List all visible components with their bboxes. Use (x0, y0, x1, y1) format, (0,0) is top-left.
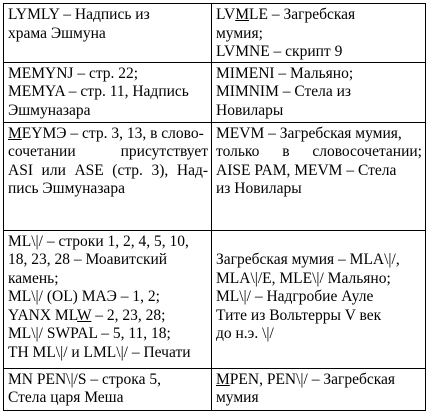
cell-text: LV (216, 6, 236, 23)
cell-text: MIMNIM – Стела из (216, 83, 352, 100)
cell-text: MN PEN\|/S – строка 5, (8, 370, 161, 388)
cell-line (216, 83, 422, 102)
cell-line (216, 270, 422, 289)
cell-text: ML\|/ – Надгробие Ауле (216, 288, 374, 305)
cell-text: MEMYNJ – стр. 22; (8, 64, 139, 82)
cell-right (212, 4, 426, 63)
cell-left (4, 62, 212, 122)
cell-text: PEN, PEN\|/ – Загребская (229, 370, 396, 388)
cell-line (216, 180, 422, 199)
cell-line (216, 288, 422, 307)
cell-line (8, 143, 208, 162)
cell-text: камень; (8, 269, 59, 287)
cell-text: Тите из Вольтерры V век (216, 306, 382, 324)
cell-text: мумия; (216, 24, 263, 42)
table-row (4, 62, 426, 122)
cell-line (216, 65, 422, 84)
cell-text: MEVM – Загребская мумия, (216, 124, 402, 142)
table-row (4, 122, 426, 230)
cell-line (8, 65, 208, 84)
cell-line (216, 325, 422, 344)
cell-text: EYMЭ – стр. 3, 13, в слово- (21, 124, 204, 142)
cell-text: пись Эшмуназара (8, 180, 125, 197)
cell-line (216, 371, 422, 390)
cell-text: Загребская мумия – MLA\|/, (216, 251, 400, 268)
cell-line (8, 307, 208, 326)
table-row (4, 368, 426, 410)
cell-line (216, 143, 422, 162)
cell-line (8, 288, 208, 307)
cell-text: LE – Загребская (249, 6, 356, 23)
cell-line (8, 389, 208, 408)
cell-left (4, 122, 212, 230)
cell-text: до н.э. \|/ (216, 325, 274, 342)
cell-text: LYMLY – Надпись из (8, 6, 150, 23)
cell-left (4, 368, 212, 410)
cell-text: ASI или ASE (стр. 3), Над- (8, 161, 208, 179)
cell-line (216, 307, 422, 326)
cell-line (8, 25, 208, 44)
cell-text: ML\|/ SWPAL – 5, 11, 18; (8, 325, 171, 342)
table-row (4, 4, 426, 63)
cell-text: MLA\|/E, MLE\|/ Мальяно; (216, 269, 391, 287)
cell-left (4, 230, 212, 368)
cell-text: храма Эшмуна (8, 24, 106, 42)
cell-left (4, 4, 212, 63)
cell-line (8, 344, 208, 363)
cell-line (8, 180, 208, 199)
cell-text: AISE PAM, MEVM – Стела (216, 161, 397, 179)
comparison-table (3, 3, 426, 411)
cell-line (8, 371, 208, 390)
underlined-letter: M (235, 6, 250, 23)
cell-text: MIMENI – Мальяно; (216, 64, 354, 82)
cell-text: – 2, 23, 28; (91, 306, 166, 324)
underlined-letter: W (77, 306, 92, 324)
cell-right (212, 230, 426, 368)
cell-line (216, 251, 422, 270)
cell-line (8, 6, 208, 25)
underlined-letter: M (216, 370, 230, 388)
cell-text: Стела царя Меша (8, 389, 124, 406)
cell-text: сочетании присутствует (8, 143, 208, 160)
cell-line (216, 162, 422, 181)
cell-line (8, 270, 208, 289)
cell-line (8, 233, 208, 252)
cell-text: TH ML\|/ и LML\|/ – Печати (8, 343, 191, 361)
cell-line (216, 233, 422, 252)
cell-line (8, 102, 208, 121)
cell-line (216, 6, 422, 25)
cell-text: мумия (216, 389, 259, 406)
cell-line (8, 251, 208, 270)
cell-line (8, 83, 208, 102)
cell-line (8, 325, 208, 344)
cell-line (216, 43, 422, 62)
cell-text: 18, 23, 28 – Моавитский (8, 251, 168, 268)
cell-line (216, 125, 422, 144)
cell-text: MEMYA – стр. 11, Надпись (8, 83, 189, 100)
cell-text: Эшмуназара (8, 101, 91, 119)
underlined-letter: M (8, 124, 22, 142)
cell-line (216, 389, 422, 408)
cell-text: LVMNE – скрипт 9 (216, 43, 343, 60)
cell-text: из Новилары (216, 180, 302, 197)
cell-text: YANX ML (8, 306, 78, 324)
cell-text: ML\|/ (OL) MAЭ – 1, 2; (8, 288, 160, 305)
cell-text: ML\|/ – строки 1, 2, 4, 5, 10, (8, 232, 189, 250)
cell-text: Новилары (216, 101, 284, 119)
cell-line (8, 162, 208, 181)
cell-right (212, 368, 426, 410)
cell-line (216, 25, 422, 44)
cell-line (8, 125, 208, 144)
table-row (4, 230, 426, 368)
cell-line (216, 102, 422, 121)
cell-right (212, 62, 426, 122)
cell-text: только в словосочетании; (216, 143, 422, 160)
cell-right (212, 122, 426, 230)
